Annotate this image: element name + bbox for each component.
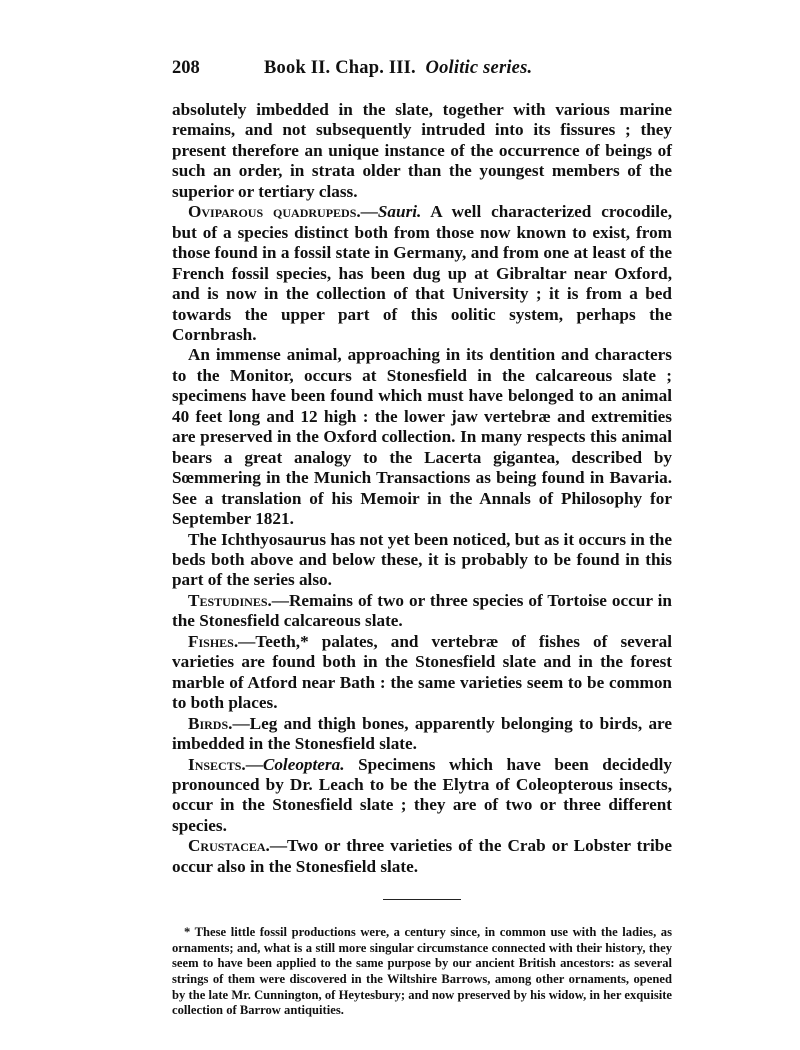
em-dash: — (245, 754, 263, 774)
footnote (172, 925, 672, 1019)
section-heading: Birds. (188, 713, 233, 733)
section-heading: Insects. (188, 754, 246, 774)
section-heading: Testudines. (188, 590, 272, 610)
book-page (172, 58, 672, 1019)
section-heading: Crustacea. (188, 836, 270, 856)
taxon-italic: Sauri. (377, 202, 422, 222)
taxon-italic: Coleoptera. (262, 754, 345, 774)
footnote-text: * These little fossil productions were, a century since, in common use with the ladies, as ornaments; and, what is a still more singular circumstance connected with their history, they seem to have been applied to the same purpose by our ancient British ancestors: as several strings of them were discovered in the Wiltshire Barrows, among other ornaments, opened by the late Mr. Cunnington, of Heytesbury; and now preserved by his widow, in her exquisite collection of Barrow antiquities. (172, 925, 672, 1018)
footnote-divider (383, 899, 461, 900)
paragraph-text: Two or three varieties of the Crab or Lobster tribe occur also in the Stonesfield slate. (172, 836, 672, 876)
section-heading: Oviparous quadrupeds. (188, 202, 361, 222)
running-header (172, 58, 672, 90)
paragraph-testudines (172, 591, 672, 632)
paragraph-text: Remains of two or three species of Tortoise occur in the Stonesfield calcareous slate. (172, 590, 672, 631)
paragraph-crustacea (172, 836, 672, 877)
paragraph-birds (172, 714, 672, 755)
running-title-italic: Oolitic series. (425, 58, 533, 78)
paragraph-oviparous-quadrupeds (172, 202, 672, 345)
em-dash: — (271, 590, 289, 610)
paragraph-continuation: absolutely imbedded in the slate, together with various marine remains, and not subsequently intruded into its fissures ; they present therefore an unique instance of the occurrence of beings of such an order, in strata older than the youngest members of the superior or tertiary class. (172, 100, 672, 201)
page-number: 208 (172, 58, 200, 78)
paragraph-ichthyosaurus: The Ichthyosaurus has not yet been noticed, but as it occurs in the beds both above and below these, it is probably to be found in this part of the series also. (172, 529, 672, 590)
paragraph-monitor: An immense animal, approaching in its dentition and characters to the Monitor, occurs at Stonesfield in the calcareous slate ; specimens have been found which must have belonged to an animal 40 feet long and 12 high : the lower jaw vertebræ and extremities are preserved in the Oxford collection. In many respects this animal bears a great analogy to the Lacerta gigantea, described by Sœmmering in the Munich Transactions as being found in Bavaria. See a translation of his Memoir in the Annals of Philosophy for September 1821. (172, 345, 672, 529)
paragraph-text: Teeth,* palates, and vertebræ of fishes of several varieties are found both in the Stonesfield slate and in the forest marble of Atford near Bath : the same varieties seem to be common to both places. (172, 631, 672, 713)
section-heading: Fishes. (188, 631, 239, 651)
running-title (264, 58, 532, 79)
em-dash: — (360, 202, 378, 222)
body-text (172, 100, 672, 877)
running-title-text: Book II. Chap. III. (264, 58, 416, 78)
em-dash: — (238, 631, 256, 651)
paragraph-text: Specimens which have been decidedly pronounced by Dr. Leach to be the Elytra of Coleopterous insects, occur in the Stonesfield slate ; they are of two or three different species. (172, 754, 672, 835)
em-dash: — (232, 713, 250, 733)
paragraph-text: Leg and thigh bones, apparently belonging to birds, are imbedded in the Stonesfield slate. (172, 713, 672, 754)
paragraph-text: A well characterized crocodile, but of a species distinct both from those now known to exist, from those found in a fossil state in Germany, and from one at least of the French fossil species, has been dug up at Gibraltar near Oxford, and is now in the collection of that University ; it is from a bed towards the upper part of this oolitic system, perhaps the Cornbrash. (172, 202, 672, 344)
paragraph-fishes (172, 632, 672, 714)
paragraph-insects (172, 755, 672, 837)
em-dash: — (269, 836, 288, 856)
